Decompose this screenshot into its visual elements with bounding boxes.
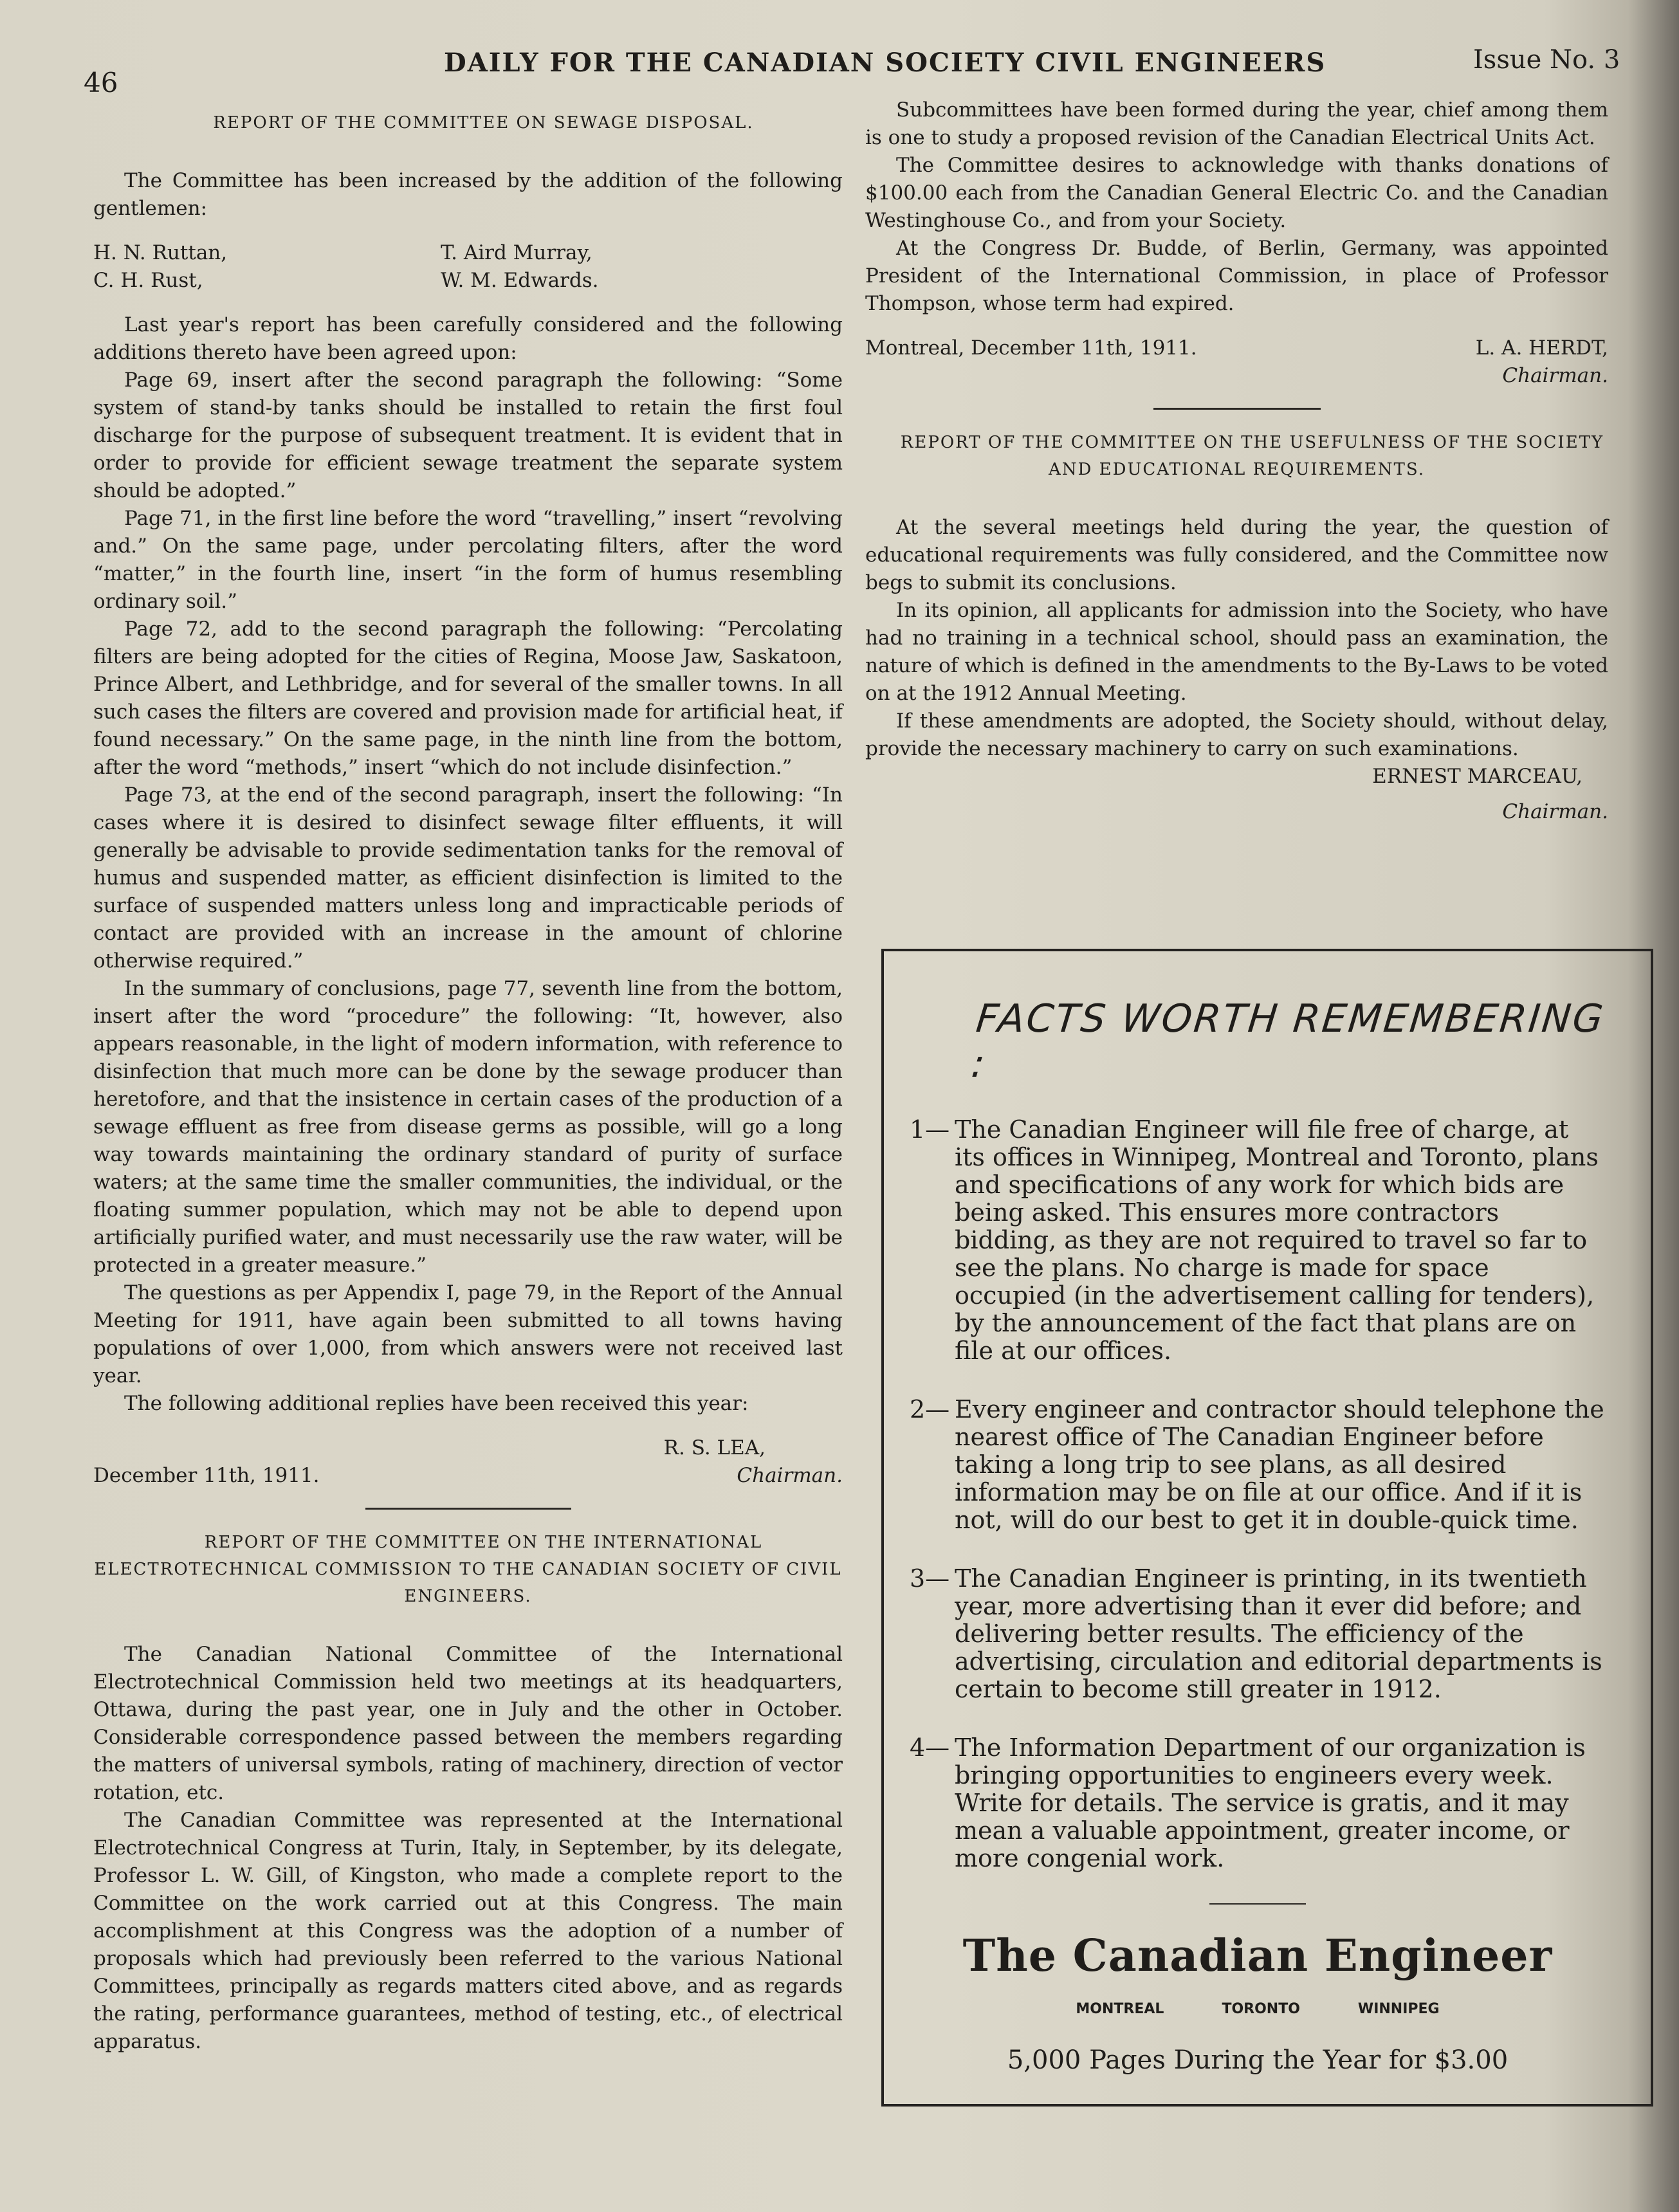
usefulness-paragraph: At the several meetings held during the year, the question of educational requirements was fully considered, and the Committee now begs to submit its conclusions.: [865, 516, 1608, 594]
city-name: TORONTO: [1222, 2001, 1300, 2017]
advertisement-box: [881, 949, 1653, 2107]
fact-number: 4—: [910, 1733, 950, 1762]
fact-item: [910, 1396, 1606, 1534]
sewage-role: Chairman.: [737, 1464, 843, 1487]
electro-paragraph: The Committee desires to acknowledge with thanks donations of $100.00 each from the Canadian General Electric Co. and the Canadian Westinghouse Co., and from your Society.: [865, 154, 1608, 232]
section-divider: [365, 1508, 571, 1510]
electro-signer: L. A. HERDT,: [1475, 336, 1608, 360]
fact-item: [910, 1116, 1606, 1365]
city-name: WINNIPEG: [1357, 2001, 1440, 2017]
member-name: W. M. Edwards.: [441, 269, 599, 292]
page-header: [0, 40, 1679, 98]
sewage-paragraph: Page 72, add to the second paragraph the following: “Percolating filters are being adopted for the cities of Regina, Moose Jaw, Saskatoon, Prince Albert, and Lethbridge, and for several of the smaller towns. In all such cases the filters are covered and provision made for artificial heat, if found necessary.” On the same page, in the ninth line from the bottom, after the word “methods,” insert “which do not include disinfection.”: [93, 617, 843, 779]
usefulness-paragraph: In its opinion, all applicants for admission into the Society, who have had no training in a technical school, should pass an examination, the nature of which is defined in the amendments to the By-Laws to be voted on at the 1912 Annual Meeting.: [865, 599, 1608, 705]
left-column: [93, 109, 843, 2056]
usefulness-signer: ERNEST MARCEAU,: [1372, 765, 1583, 788]
committee-names: [93, 239, 843, 295]
sewage-paragraph: The questions as per Appendix I, page 79, in the Report of the Annual Meeting for 1911, have again been submitted to all towns having populations of over 1,000, from which answers were not received last year.: [93, 1281, 843, 1387]
electro-paragraph: Subcommittees have been formed during the year, chief among them is one to study a proposed revision of the Canadian Electrical Units Act.: [865, 98, 1608, 149]
right-column: [865, 96, 1608, 826]
usefulness-paragraph: If these amendments are adopted, the Society should, without delay, provide the necessary machinery to carry on such examinations.: [865, 709, 1608, 760]
section-divider: [1153, 408, 1321, 410]
fact-item: [910, 1565, 1606, 1703]
usefulness-report-title: REPORT OF THE COMMITTEE ON THE USEFULNESS OF THE SOCIETY AND EDUCATIONAL REQUIREMENTS.: [900, 433, 1604, 479]
sewage-paragraph: Page 73, at the end of the second paragraph, insert the following: “In cases where it is desired to disinfect sewage filter effluents, it will generally be advisable to provide sedimentation tanks for the removal of humus and suspended matter, as efficient disinfection is limited to the surface of suspended matters unless long and impracticable periods of contact are provided with an increase in the amount of chlorine otherwise required.”: [93, 783, 843, 973]
member-name: H. N. Ruttan,: [93, 241, 228, 264]
fact-text: The Canadian Engineer is printing, in its twentieth year, more advertising than it ever did before; and delivering better results. The efficiency of the advertising, circulation and editorial departments is certain to become still greater in 1912.: [955, 1564, 1602, 1703]
sewage-paragraph: Page 71, in the first line before the word “travelling,” insert “revolving and.” On the same page, under percolating filters, after the word “matter,” in the fourth line, insert “in the form of humus resembling ordinary soil.”: [93, 507, 843, 613]
sewage-report-title: REPORT OF THE COMMITTEE ON SEWAGE DISPOSAL.: [213, 113, 754, 133]
sewage-paragraph: Last year's report has been carefully considered and the following additions thereto have been agreed upon:: [93, 313, 843, 364]
fact-number: 1—: [910, 1115, 950, 1144]
sewage-paragraph: In the summary of conclusions, page 77, seventh line from the bottom, insert after the word “procedure” the following: “It, however, also appears reasonable, in the light of modern information, with reference to disinfection that much more can be done by the sewage producer than heretofore, and that the insistence in certain cases of the production of a sewage effluent as free from disease germs as possible, will go a long way towards maintaining the ordinary standard of purity of surface waters; at the same time the smaller communities, the individual, or the floating summer population, which may not be able to depend upon artificially purified water, and must necessarily use the raw water, will be protected in a greater measure.”: [93, 977, 843, 1277]
member-name: C. H. Rust,: [93, 269, 203, 292]
fact-number: 2—: [910, 1395, 950, 1423]
running-title: DAILY FOR THE CANADIAN SOCIETY CIVIL ENGINEERS: [444, 48, 1326, 78]
sewage-paragraph: The following additional replies have been received this year:: [124, 1392, 749, 1415]
fact-item: [910, 1734, 1606, 1872]
fact-text: Every engineer and contractor should telephone the nearest office of The Canadian Engineer before taking a long trip to see plans, as all desired information may be on file at our office. And if it is not, will do our best to get it in double-quick time.: [955, 1395, 1604, 1534]
sewage-date: December 11th, 1911.: [93, 1464, 320, 1487]
fact-number: 3—: [910, 1564, 950, 1593]
usefulness-role: Chairman.: [1502, 800, 1608, 823]
subscription-tagline: 5,000 Pages During the Year for $3.00: [1007, 2045, 1509, 2075]
electro-report-title: REPORT OF THE COMMITTEE ON THE INTERNATIONAL ELECTROTECHNICAL COMMISSION TO THE CANADIAN SOCIETY OF CIVIL ENGINEERS.: [94, 1533, 842, 1606]
member-name: T. Aird Murray,: [441, 241, 592, 264]
sewage-intro: The Committee has been increased by the addition of the following gentlemen:: [93, 169, 843, 220]
electro-role: Chairman.: [1502, 364, 1608, 387]
electro-signature-row: [865, 334, 1608, 362]
electro-paragraph: At the Congress Dr. Budde, of Berlin, Germany, was appointed President of the International Commission, in place of Professor Thompson, whose term had expired.: [865, 237, 1608, 315]
fact-text: The Information Department of our organization is bringing opportunities to engineers every week. Write for details. The service is gratis, and it may mean a valuable appointment, greater income, or more congenial work.: [955, 1733, 1586, 1872]
sewage-paragraph: Page 69, insert after the second paragraph the following: “Some system of stand-by tanks should be installed to retain the first foul discharge for the purpose of subsequent treatment. It is evident that in order to provide for efficient sewage treatment the separate system should be adopted.”: [93, 369, 843, 502]
issue-number: Issue No. 3: [1473, 45, 1620, 75]
sewage-signature-row: [93, 1462, 843, 1490]
electro-paragraph: The Canadian Committee was represented at the International Electrotechnical Congress at Turin, Italy, in September, by its delegate, Professor L. W. Gill, of Kingston, who made a complete report to the Committee on the work carried out at this Congress. The main accomplishment at this Congress was the adoption of a number of proposals which had previously been referred to the various National Committees, principally as regards matters cited above, and as regards the rating, performance guarantees, method of testing, etc., of electrical apparatus.: [93, 1809, 843, 2053]
electro-date: Montreal, December 11th, 1911.: [865, 336, 1197, 360]
electro-paragraph: The Canadian National Committee of the International Electrotechnical Commission held two meetings at its headquarters, Ottawa, during the past year, one in July and the other in October. Considerable correspondence passed between the members regarding the matters of universal symbols, rating of machinery, direction of vector rotation, etc.: [93, 1643, 843, 1804]
ad-divider: [1209, 1903, 1306, 1905]
city-name: MONTREAL: [1076, 2001, 1164, 2017]
brand-logo-text: The Canadian Engineer: [962, 1930, 1553, 1982]
fact-text: The Canadian Engineer will file free of charge, at its offices in Winnipeg, Montreal and Toronto, plans and specifications of any work for which bids are being asked. This ensures more contractors bidding, as they are not required to travel so far to see the plans. No charge is made for space occupied (in the advertisement calling for tenders), by the announcement of the fact that plans are on file at our offices.: [955, 1115, 1599, 1365]
city-list: [910, 2001, 1606, 2017]
sewage-signer: R. S. LEA,: [663, 1436, 766, 1459]
page-number: 46: [84, 67, 118, 98]
ad-title: FACTS WORTH REMEMBERING :: [969, 996, 1608, 1086]
